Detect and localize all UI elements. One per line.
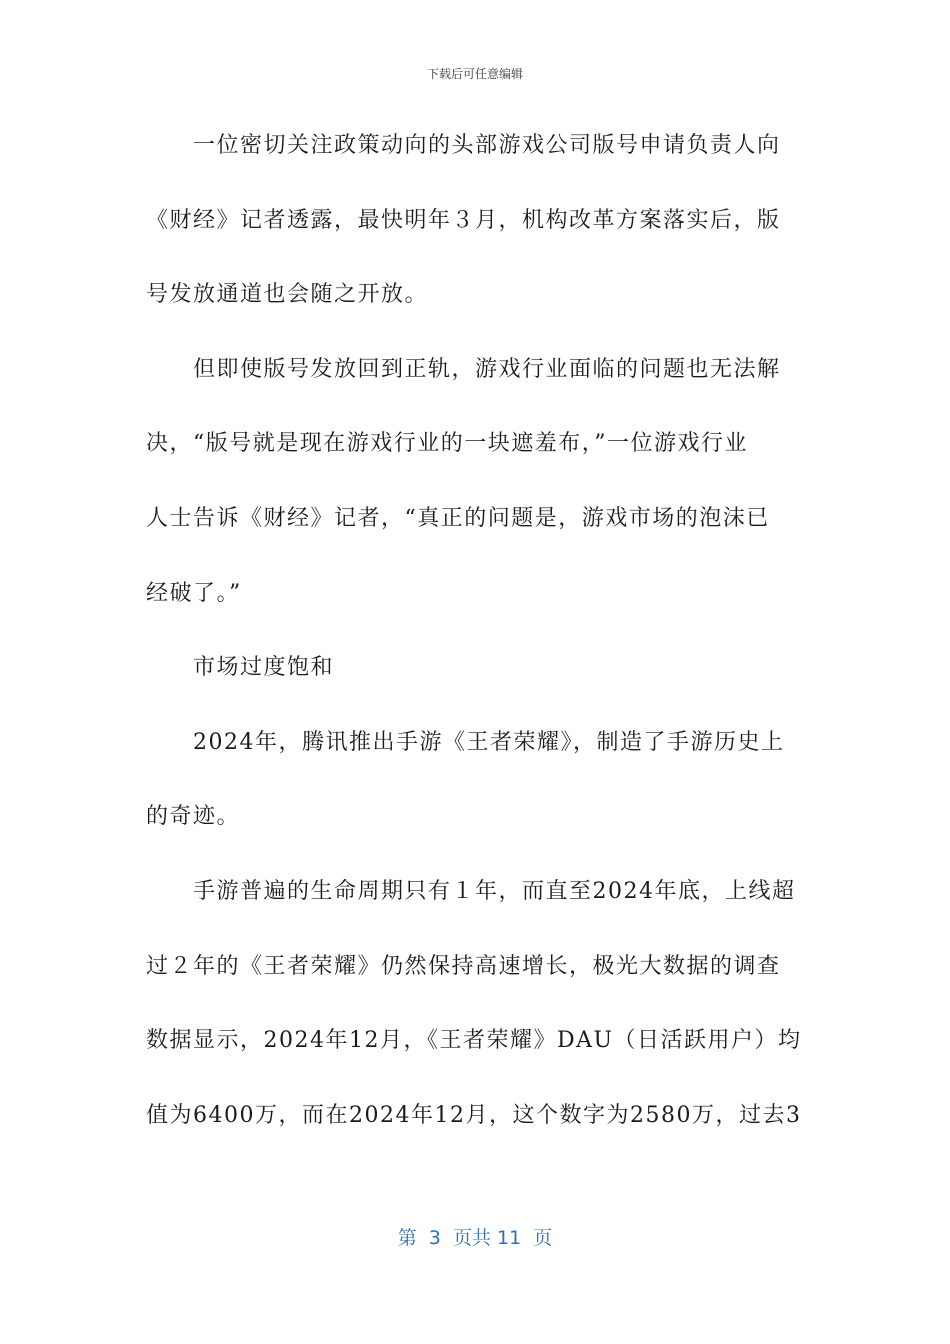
document-body <box>146 120 806 1164</box>
text-line: 手游普遍的生命周期只有１年，而直至2024年底，上线超 <box>193 878 796 904</box>
text-line: 数据显示，2024年12月，《王者荣耀》DAU（日活跃用户）均 <box>146 1028 802 1054</box>
section-heading: 市场过度饱和 <box>193 655 335 681</box>
text-line: 号发放通道也会随之开放。 <box>146 282 429 308</box>
text-line: 一位密切关注政策动向的头部游戏公司版号申请负责人向 <box>193 133 781 158</box>
text-line: 《财经》记者透露，最快明年３月，机构改革方案落实后，版 <box>146 207 781 233</box>
text-line: 人士告诉《财经》记者，“真正的问题是，游戏市场的泡沫已 <box>146 505 770 531</box>
page-header-note: 下载后可任意编辑 <box>426 67 523 81</box>
text-line: 2024年，腾讯推出手游《王者荣耀》，制造了手游历史上 <box>193 729 785 755</box>
text-line: 经破了。” <box>146 580 242 606</box>
text-line: 但即使版号发放回到正轨，游戏行业面临的问题也无法解 <box>193 356 781 382</box>
text-line: 的奇迹。 <box>146 804 241 830</box>
page-number-footer: 第 3 页共 11 页 <box>397 1227 553 1249</box>
text-line: 决，“版号就是现在游戏行业的一块遮羞布，”一位游戏行业 <box>146 431 748 457</box>
text-line: 过２年的《王者荣耀》仍然保持高速增长，极光大数据的调查 <box>146 953 781 979</box>
text-line: 值为6400万，而在2024年12月，这个数字为2580万，过去3 <box>146 1102 802 1128</box>
